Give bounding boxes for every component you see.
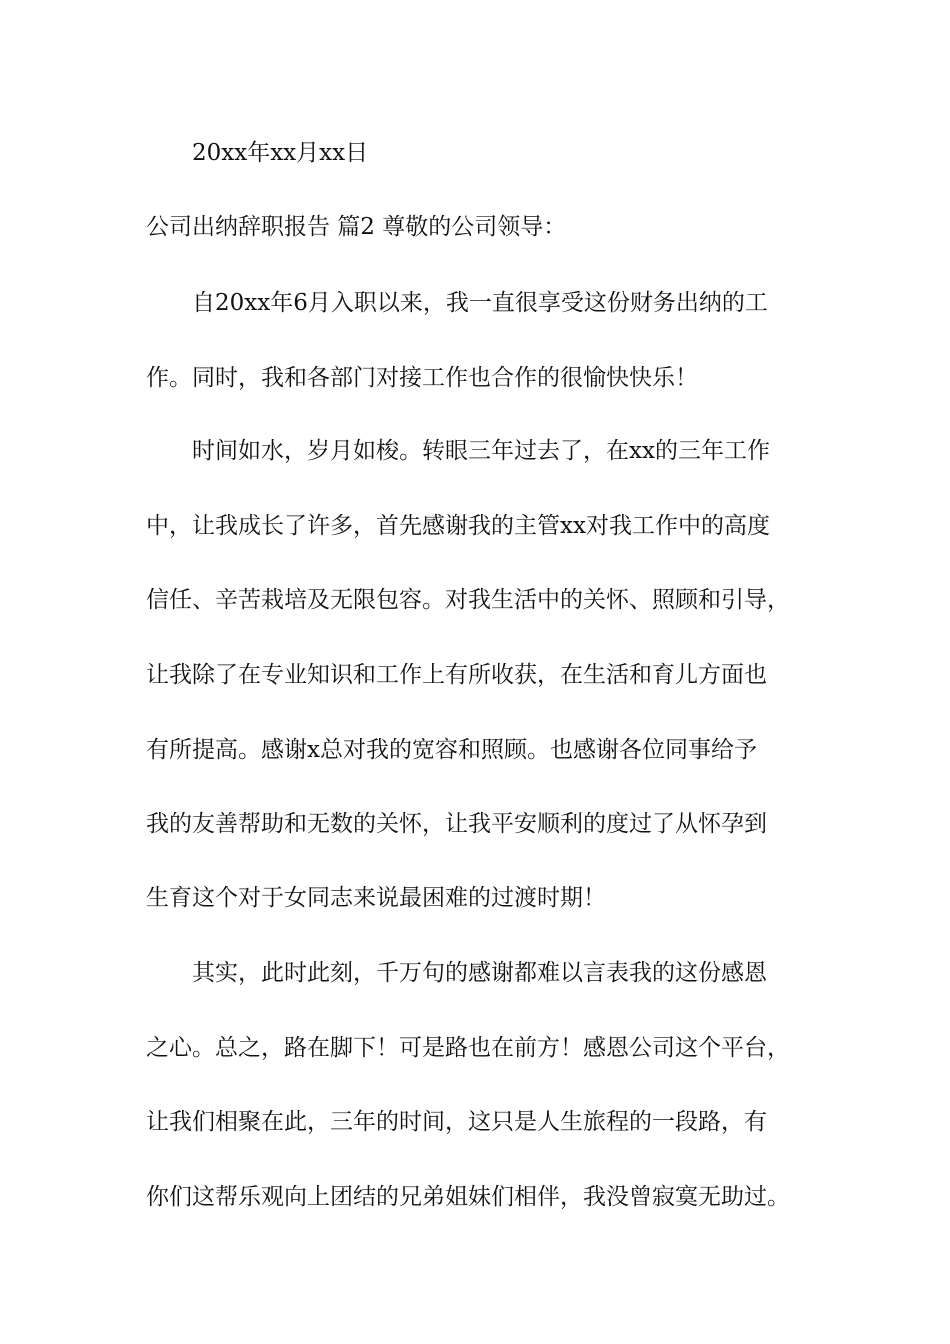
- paragraph-line: 之心。总之，路在脚下！可是路也在前方！感恩公司这个平台，: [146, 1035, 790, 1061]
- paragraph-line: 作。同时，我和各部门对接工作也合作的很愉快快乐！: [146, 365, 698, 391]
- paragraph-line: 我的友善帮助和无数的关怀，让我平安顺利的度过了从怀孕到: [146, 811, 767, 837]
- paragraph-line: 让我们相聚在此，三年的时间，这只是人生旅程的一段路，有: [146, 1109, 767, 1135]
- report-heading: 公司出纳辞职报告 篇2 尊敬的公司领导：: [146, 214, 567, 240]
- paragraph-line: 自20xx年6月入职以来，我一直很享受这份财务出纳的工: [192, 290, 768, 316]
- paragraph-line: 生育这个对于女同志来说最困难的过渡时期！: [146, 885, 606, 911]
- paragraph-line: 你们这帮乐观向上团结的兄弟姐妹们相伴，我没曾寂寞无助过。: [146, 1184, 790, 1210]
- paragraph-line: 时间如水，岁月如梭。转眼三年过去了，在xx的三年工作: [192, 438, 770, 464]
- date-line: 20xx年xx月xx日: [192, 140, 369, 166]
- paragraph-line: 中，让我成长了许多，首先感谢我的主管xx对我工作中的高度: [146, 513, 770, 539]
- paragraph-line: 其实，此时此刻，千万句的感谢都难以言表我的这份感恩: [192, 960, 767, 986]
- paragraph-line: 有所提高。感谢x总对我的宽容和照顾。也感谢各位同事给予: [146, 737, 757, 763]
- paragraph-line: 信任、辛苦栽培及无限包容。对我生活中的关怀、照顾和引导，: [146, 587, 790, 613]
- paragraph-line: 让我除了在专业知识和工作上有所收获，在生活和育儿方面也: [146, 662, 767, 688]
